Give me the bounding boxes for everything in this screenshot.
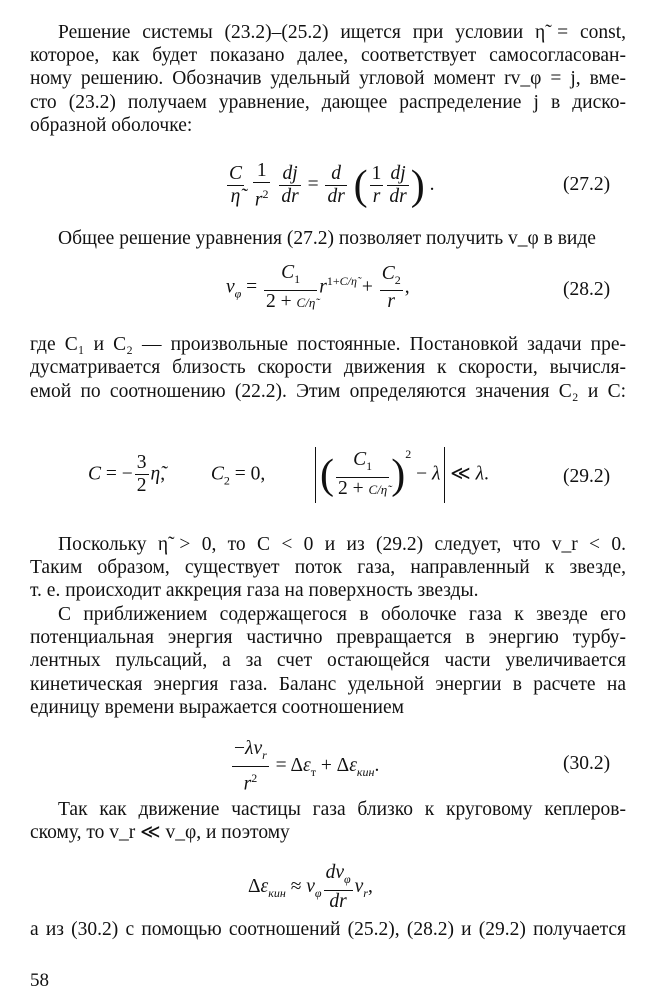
- equation-number: (28.2): [563, 279, 611, 300]
- paragraph-6: [30, 798, 626, 821]
- paragraph-3: [30, 333, 626, 403]
- text-line: Общее решение уравнения (27.2) позволяет получить v_φ в виде: [58, 228, 596, 249]
- text-line: емой по соотношению (22.2). Этим определяются значения C₂ и C:: [30, 380, 626, 402]
- text-line: единицу времени выражается соотношением: [30, 697, 404, 719]
- equation-number: (30.2): [563, 753, 611, 774]
- page-number: 58: [30, 970, 49, 991]
- text-line: а из (30.2) с помощью соотношений (25.2), (28.2) и (29.2) получается: [30, 919, 626, 940]
- paragraph-6-cont: [30, 821, 626, 844]
- equation-28-2: $v_\varphi$ = $\frac{C_1}{2 + C/\etã}$ $r^{1+C/\etã}$ + $\frac{C_2}{r}$ ,: [226, 262, 410, 313]
- paragraph-5-cont: [30, 626, 626, 720]
- text-line: Таким образом, существует поток газа, направленный к звезде,: [30, 557, 626, 578]
- equation-29-2: C = − $\frac{3}{2}$ η̃, $C_2 = 0$, ( $\frac{C_1}{2 + C/\etã}$ )$^2$ − λ ≪ λ.: [88, 447, 489, 503]
- paragraph-4-cont: [30, 556, 626, 603]
- text-line: которое, как будет показано далее, соответствует самосогласован-: [30, 45, 626, 66]
- text-line: сто (23.2) получаем уравнение, дающее распределение j в диско-: [30, 91, 626, 113]
- paragraph-5: [30, 603, 626, 626]
- text-line: С приближением содержащегося в оболочке газа к звезде его: [58, 604, 626, 625]
- equation-30-2: $\frac{-\lambda v_r}{r^2}$ = $\Delta\varepsilon_т + \Delta\varepsilon_{кин}$.: [234, 738, 380, 795]
- paragraph-1: [30, 21, 626, 44]
- text-line: ному решению. Обозначив удельный угловой момент rv_φ = j, вме-: [30, 68, 626, 90]
- paragraph-2: [30, 227, 626, 250]
- equation-kinetic: $\Delta\varepsilon_{кин} \approx v_\varphi$ $\frac{dv_\varphi}{dr}$ $v_r$,: [248, 862, 373, 912]
- text-line: Решение системы (23.2)–(25.2) ищется при условии η̃ = const,: [58, 22, 626, 43]
- text-line: образной оболочке:: [30, 115, 193, 137]
- text-line: потенциальная энергия частично превращается в энергию турбу-: [30, 627, 626, 648]
- paragraph-1-cont: [30, 44, 626, 138]
- text-line: кинетическая энергия газа. Баланс удельной энергии в расчете на: [30, 673, 626, 695]
- equation-number: (29.2): [563, 466, 611, 487]
- paragraph-7: [30, 918, 626, 941]
- text-line: скому, то v_r ≪ v_φ, и поэтому: [30, 822, 290, 843]
- equation-27-2: $\frac{C}{\etã}$ $\frac{1}{r^2}$ $\frac{dj}{dr}$ = $\frac{d}{dr}$ ( $\frac{1}{r}$ $\frac{dj}{dr}$ ) .: [229, 160, 435, 211]
- paragraph-4: [30, 533, 626, 556]
- text-line: дусматривается близость скорости движения к скорости, вычисля-: [30, 357, 626, 379]
- text-line: Так как движение частицы газа близко к круговому кеплеров-: [58, 799, 626, 820]
- text-line: лентных пульсаций, а за счет остающейся части увеличивается: [30, 650, 626, 672]
- text-line: Поскольку η̃ > 0, то C < 0 и из (29.2) следует, что v_r < 0.: [58, 534, 626, 555]
- equation-number: (27.2): [563, 174, 611, 195]
- text-line: т. е. происходит аккреция газа на поверхность звезды.: [30, 580, 479, 602]
- text-line: где C₁ и C₂ — произвольные постоянные. Постановкой задачи пре-: [30, 334, 626, 355]
